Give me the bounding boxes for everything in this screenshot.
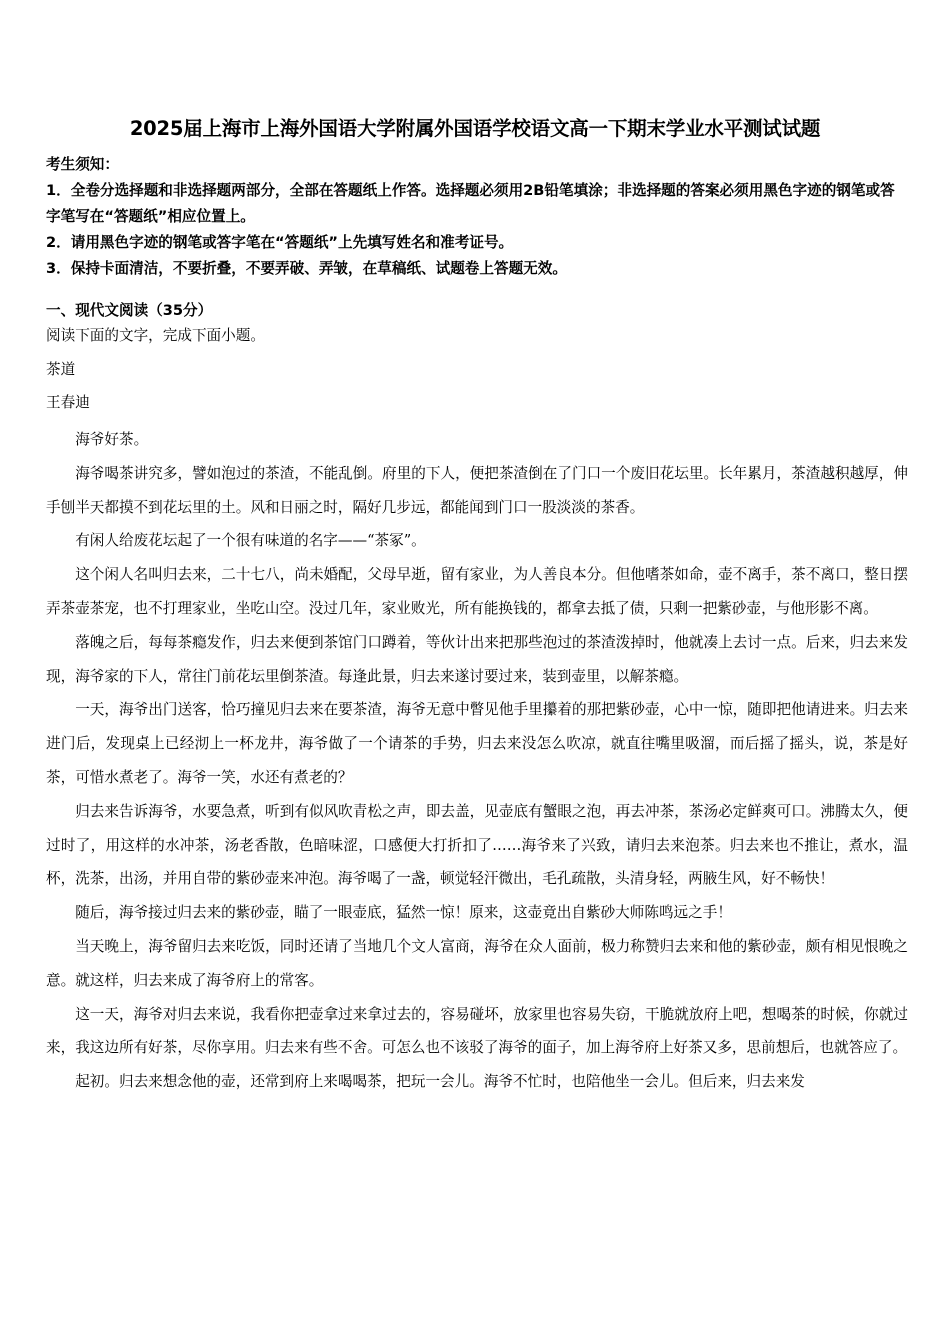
article-paragraph: 海爷喝茶讲究多，譬如泡过的茶渣，不能乱倒。府里的下人，便把茶渣倒在了门口一个废旧花坛里。长年累月，茶渣越积越厚，伸手刨半天都摸不到花坛里的土。风和日丽之时，隔好几步远，都能闻到门口一股淡淡的茶香。 (46, 464, 908, 516)
exam-title: 2025届上海市上海外国语大学附属外国语学校语文高一下期末学业水平测试试题 (129, 117, 821, 140)
candidate-notice (46, 152, 908, 282)
article-author: 王春迪 (46, 394, 90, 411)
article-paragraph: 起初。归去来想念他的壶，还常到府上来喝喝茶，把玩一会儿。海爷不忙时，也陪他坐一会儿。但后来，归去来发 (75, 1073, 805, 1091)
reading-instruction: 阅读下面的文字，完成下面小题。 (46, 327, 265, 344)
notice-heading: 考生须知： (46, 156, 119, 173)
notice-item: 3．保持卡面清洁，不要折叠，不要弄破、弄皱，在草稿纸、试题卷上答题无效。 (46, 260, 567, 277)
article-paragraph: 有闲人给废花坛起了一个很有味道的名字——“茶冢”。 (75, 532, 426, 550)
notice-item: 1．全卷分选择题和非选择题两部分，全部在答题纸上作答。选择题必须用2B铅笔填涂；非选择题的答案必须用黑色字迹的钢笔或答字笔写在“答题纸”相应位置上。 (46, 182, 895, 225)
article-paragraph: 这个闲人名叫归去来，二十七八，尚未婚配，父母早逝，留有家业，为人善良本分。但他嗜茶如命，壶不离手，茶不离口，整日摆弄茶壶茶宠，也不打理家业，坐吃山空。没过几年，家业败光，所有能换钱的，都拿去抵了债，只剩一把紫砂壶，与他形影不离。 (46, 566, 908, 617)
article-paragraph: 落魄之后，每每茶瘾发作，归去来便到茶馆门口蹲着，等伙计出来把那些泡过的茶渣泼掉时，他就凑上去讨一点。后来，归去来发现，海爷家的下人，常往门前花坛里倒茶渣。每逢此景，归去来遂讨要过来，装到壶里，以解茶瘾。 (46, 633, 908, 685)
article-paragraph: 这一天，海爷对归去来说，我看你把壶拿过来拿过去的，容易碰坏，放家里也容易失窃，干脆就放府上吧，想喝茶的时候，你就过来，我这边所有好茶，尽你享用。归去来有些不舍。可怎么也不该驳了海爷的面子，加上海爷府上好茶又多，思前想后，也就答应了。 (46, 1005, 908, 1057)
section-heading: 一、现代文阅读（35分） (46, 302, 213, 319)
article-paragraph: 当天晚上，海爷留归去来吃饭，同时还请了当地几个文人富商，海爷在众人面前，极力称赞归去来和他的紫砂壶，颇有相见恨晚之意。就这样，归去来成了海爷府上的常客。 (46, 937, 908, 989)
article-body (46, 423, 908, 1099)
article-paragraph: 随后，海爷接过归去来的紫砂壶，瞄了一眼壶底，猛然一惊！原来，这壶竟出自紫砂大师陈鸣远之手！ (75, 904, 732, 922)
notice-item: 2．请用黑色字迹的钢笔或答字笔在“答题纸”上先填写姓名和准考证号。 (46, 234, 514, 251)
article-paragraph: 海爷好茶。 (75, 431, 149, 448)
article-title: 茶道 (46, 361, 76, 378)
article-paragraph: 归去来告诉海爷，水要急煮，听到有似风吹青松之声，即去盖，见壶底有蟹眼之泡，再去冲茶，茶汤必定鲜爽可口。沸腾太久，便过时了，用这样的水冲茶，汤老香散，色暗味涩，口感便大打折扣了……海爷来了兴致，请归去来泡茶。归去来也不推让，煮水，温杯，洗茶，出汤，并用自带的紫砂壶来冲泡。海爷喝了一盏，顿觉轻汗微出，毛孔疏散，头清身轻，两腋生风，好不畅快！ (46, 802, 908, 888)
article-paragraph: 一天，海爷出门送客，恰巧撞见归去来在要茶渣，海爷无意中瞥见他手里攥着的那把紫砂壶，心中一惊，随即把他请进来。归去来进门后，发现桌上已经沏上一杯龙井，海爷做了一个请茶的手势，归去来没怎么吹凉，就直往嘴里吸溜，而后摇了摇头，说，茶是好茶，可惜水煮老了。海爷一笑，水还有煮老的？ (46, 701, 908, 786)
